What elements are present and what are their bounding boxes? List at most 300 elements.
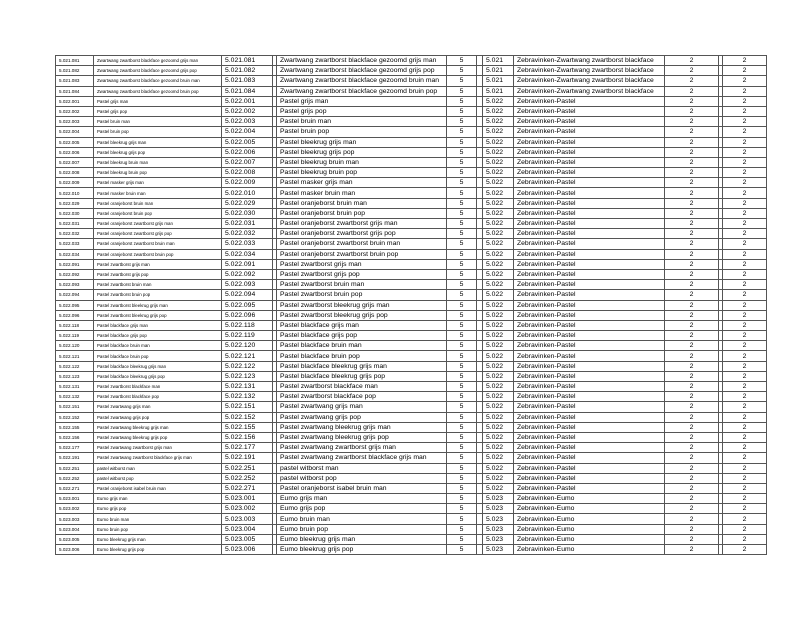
cell-description: Pastel oranjeborst zwartborst bruin man (277, 239, 447, 249)
cell-group-number: 5 (447, 392, 477, 402)
cell-value-b: 2 (723, 341, 767, 351)
cell-value-b: 2 (723, 127, 767, 137)
cell-code: 5.022.118 (56, 320, 94, 330)
cell-category-name: Zebravinken-Eumo (514, 504, 665, 514)
cell-description: Pastel bleekrug bruin pop (277, 168, 447, 178)
cell-short-description: Eumo grijs pop (94, 504, 222, 514)
cell-group-number: 5 (447, 422, 477, 432)
cell-value-b: 2 (723, 371, 767, 381)
table-row (56, 412, 767, 422)
cell-code-repeat: 5.022.003 (222, 117, 273, 127)
cell-value-a: 2 (665, 269, 719, 279)
cell-group-number: 5 (447, 473, 477, 483)
cell-group-number: 5 (447, 290, 477, 300)
table-row (56, 463, 767, 473)
cell-category-name: Zebravinken-Pastel (514, 483, 665, 493)
cell-code: 5.022.121 (56, 351, 94, 361)
cell-value-a: 2 (665, 127, 719, 137)
cell-category-name: Zebravinken-Zwartwang zwartborst blackface (514, 66, 665, 76)
cell-description: Pastel zwartwang grijs man (277, 402, 447, 412)
cell-category-name: Zebravinken-Pastel (514, 432, 665, 442)
cell-short-description: Zwartwang zwartborst blackface gezoomd bruin pop (94, 86, 222, 96)
cell-category-name: Zebravinken-Pastel (514, 473, 665, 483)
cell-short-description: Pastel blackface bleekrug grijs man (94, 361, 222, 371)
cell-category-code: 5.022 (483, 198, 514, 208)
cell-short-description: Pastel zwartwang zwartborst blackface grijs man (94, 453, 222, 463)
cell-code-repeat: 5.022.191 (222, 453, 273, 463)
cell-description: Zwartwang zwartborst blackface gezoomd grijs man (277, 56, 447, 66)
cell-code: 5.022.030 (56, 208, 94, 218)
cell-value-b: 2 (723, 361, 767, 371)
cell-group-number: 5 (447, 239, 477, 249)
cell-value-b: 2 (723, 320, 767, 330)
table-row (56, 198, 767, 208)
table-row (56, 422, 767, 432)
cell-category-name: Zebravinken-Eumo (514, 534, 665, 544)
cell-value-b: 2 (723, 157, 767, 167)
cell-short-description: Pastel zwartborst grijs pop (94, 269, 222, 279)
cell-category-name: Zebravinken-Pastel (514, 198, 665, 208)
cell-value-b: 2 (723, 137, 767, 147)
cell-group-number: 5 (447, 280, 477, 290)
cell-value-a: 2 (665, 422, 719, 432)
cell-category-code: 5.021 (483, 86, 514, 96)
table-row (56, 473, 767, 483)
cell-group-number: 5 (447, 178, 477, 188)
table-row (56, 524, 767, 534)
cell-code: 5.022.094 (56, 290, 94, 300)
cell-group-number: 5 (447, 310, 477, 320)
cell-category-name: Zebravinken-Pastel (514, 331, 665, 341)
cell-category-code: 5.022 (483, 188, 514, 198)
cell-description: Pastel zwartborst grijs man (277, 259, 447, 269)
cell-code: 5.022.120 (56, 341, 94, 351)
cell-code: 5.022.271 (56, 483, 94, 493)
cell-category-code: 5.022 (483, 341, 514, 351)
cell-value-a: 2 (665, 300, 719, 310)
table-row (56, 117, 767, 127)
cell-value-b: 2 (723, 300, 767, 310)
cell-code: 5.022.096 (56, 310, 94, 320)
cell-code-repeat: 5.022.094 (222, 290, 273, 300)
cell-group-number: 5 (447, 483, 477, 493)
cell-value-b: 2 (723, 106, 767, 116)
cell-code-repeat: 5.022.033 (222, 239, 273, 249)
cell-code-repeat: 5.023.002 (222, 504, 273, 514)
cell-value-a: 2 (665, 229, 719, 239)
cell-description: Pastel grijs man (277, 96, 447, 106)
table-row (56, 208, 767, 218)
cell-description: Pastel oranjeborst zwartborst bruin pop (277, 249, 447, 259)
cell-category-code: 5.022 (483, 290, 514, 300)
cell-short-description: Pastel zwartborst bleekrug grijs pop (94, 310, 222, 320)
cell-category-code: 5.022 (483, 412, 514, 422)
cell-description: Pastel zwartwang bleekrug grijs man (277, 422, 447, 432)
cell-value-b: 2 (723, 310, 767, 320)
cell-description: Pastel blackface bruin pop (277, 351, 447, 361)
cell-short-description: Pastel zwartwang bleekrug grijs man (94, 422, 222, 432)
cell-code: 5.022.002 (56, 106, 94, 116)
cell-description: Pastel blackface grijs man (277, 320, 447, 330)
table-row (56, 147, 767, 157)
table-row (56, 219, 767, 229)
cell-category-code: 5.022 (483, 382, 514, 392)
cell-code: 5.022.177 (56, 443, 94, 453)
cell-value-b: 2 (723, 534, 767, 544)
cell-group-number: 5 (447, 524, 477, 534)
table-row (56, 137, 767, 147)
cell-value-b: 2 (723, 504, 767, 514)
cell-category-code: 5.022 (483, 147, 514, 157)
cell-category-code: 5.022 (483, 117, 514, 127)
cell-code: 5.022.033 (56, 239, 94, 249)
cell-description: Eumo bruin pop (277, 524, 447, 534)
cell-group-number: 5 (447, 443, 477, 453)
cell-group-number: 5 (447, 300, 477, 310)
cell-code: 5.021.084 (56, 86, 94, 96)
cell-category-name: Zebravinken-Zwartwang zwartborst blackface (514, 76, 665, 86)
cell-value-a: 2 (665, 178, 719, 188)
cell-code-repeat: 5.022.122 (222, 361, 273, 371)
cell-short-description: Eumo bleekrug grijs man (94, 534, 222, 544)
cell-code-repeat: 5.022.032 (222, 229, 273, 239)
cell-category-name: Zebravinken-Pastel (514, 361, 665, 371)
cell-group-number: 5 (447, 341, 477, 351)
cell-short-description: Pastel zwartborst grijs man (94, 259, 222, 269)
cell-category-code: 5.022 (483, 157, 514, 167)
cell-group-number: 5 (447, 219, 477, 229)
cell-description: Pastel zwartborst bleekrug grijs man (277, 300, 447, 310)
table-row (56, 331, 767, 341)
cell-code: 5.022.252 (56, 473, 94, 483)
cell-category-code: 5.022 (483, 483, 514, 493)
cell-code-repeat: 5.022.155 (222, 422, 273, 432)
cell-value-a: 2 (665, 483, 719, 493)
cell-category-code: 5.022 (483, 106, 514, 116)
table-row (56, 300, 767, 310)
cell-category-code: 5.022 (483, 269, 514, 279)
cell-value-b: 2 (723, 178, 767, 188)
cell-value-a: 2 (665, 66, 719, 76)
cell-code: 5.022.007 (56, 157, 94, 167)
cell-category-name: Zebravinken-Zwartwang zwartborst blackface (514, 56, 665, 66)
cell-category-name: Zebravinken-Pastel (514, 137, 665, 147)
cell-code: 5.023.004 (56, 524, 94, 534)
cell-value-a: 2 (665, 168, 719, 178)
cell-value-a: 2 (665, 56, 719, 66)
cell-category-code: 5.022 (483, 320, 514, 330)
cell-code-repeat: 5.022.029 (222, 198, 273, 208)
cell-short-description: Pastel blackface grijs pop (94, 331, 222, 341)
table-row (56, 382, 767, 392)
cell-value-a: 2 (665, 371, 719, 381)
cell-description: Eumo bruin man (277, 514, 447, 524)
cell-description: Pastel bleekrug grijs man (277, 137, 447, 147)
cell-value-a: 2 (665, 392, 719, 402)
cell-category-name: Zebravinken-Pastel (514, 351, 665, 361)
cell-category-name: Zebravinken-Pastel (514, 157, 665, 167)
cell-short-description: Pastel blackface bleekrug grijs pop (94, 371, 222, 381)
cell-value-a: 2 (665, 106, 719, 116)
cell-category-name: Zebravinken-Pastel (514, 310, 665, 320)
cell-value-b: 2 (723, 219, 767, 229)
cell-short-description: Zwartwang zwartborst blackface gezoomd grijs pop (94, 66, 222, 76)
cell-code-repeat: 5.021.082 (222, 66, 273, 76)
cell-description: Pastel bleekrug grijs pop (277, 147, 447, 157)
cell-category-name: Zebravinken-Pastel (514, 463, 665, 473)
cell-category-name: Zebravinken-Pastel (514, 453, 665, 463)
cell-value-a: 2 (665, 188, 719, 198)
cell-category-code: 5.022 (483, 229, 514, 239)
cell-category-code: 5.023 (483, 545, 514, 555)
cell-category-name: Zebravinken-Pastel (514, 382, 665, 392)
cell-category-code: 5.022 (483, 178, 514, 188)
cell-category-code: 5.023 (483, 494, 514, 504)
cell-value-a: 2 (665, 331, 719, 341)
table-row (56, 320, 767, 330)
cell-short-description: Pastel grijs man (94, 96, 222, 106)
table-row (56, 157, 767, 167)
cell-value-b: 2 (723, 453, 767, 463)
cell-group-number: 5 (447, 494, 477, 504)
cell-category-name: Zebravinken-Pastel (514, 392, 665, 402)
cell-category-name: Zebravinken-Pastel (514, 208, 665, 218)
cell-value-b: 2 (723, 382, 767, 392)
cell-description: Pastel zwartwang zwartborst blackface grijs man (277, 453, 447, 463)
cell-description: Pastel zwartwang grijs pop (277, 412, 447, 422)
cell-code: 5.022.032 (56, 229, 94, 239)
cell-value-a: 2 (665, 259, 719, 269)
cell-category-code: 5.022 (483, 443, 514, 453)
cell-code: 5.022.123 (56, 371, 94, 381)
cell-code-repeat: 5.022.005 (222, 137, 273, 147)
cell-group-number: 5 (447, 351, 477, 361)
table-row (56, 494, 767, 504)
cell-code-repeat: 5.022.251 (222, 463, 273, 473)
cell-group-number: 5 (447, 198, 477, 208)
table-row (56, 483, 767, 493)
cell-code-repeat: 5.022.007 (222, 157, 273, 167)
cell-value-a: 2 (665, 545, 719, 555)
cell-group-number: 5 (447, 56, 477, 66)
cell-code-repeat: 5.022.004 (222, 127, 273, 137)
cell-group-number: 5 (447, 147, 477, 157)
cell-short-description: Pastel zwartwang bleekrug grijs pop (94, 432, 222, 442)
cell-value-b: 2 (723, 239, 767, 249)
cell-category-name: Zebravinken-Eumo (514, 524, 665, 534)
cell-code-repeat: 5.022.177 (222, 443, 273, 453)
cell-code: 5.022.131 (56, 382, 94, 392)
cell-value-b: 2 (723, 76, 767, 86)
cell-short-description: Pastel blackface bruin pop (94, 351, 222, 361)
cell-code: 5.021.081 (56, 56, 94, 66)
cell-value-a: 2 (665, 514, 719, 524)
cell-category-code: 5.022 (483, 351, 514, 361)
cell-code-repeat: 5.022.002 (222, 106, 273, 116)
cell-code-repeat: 5.023.006 (222, 545, 273, 555)
cell-category-code: 5.022 (483, 331, 514, 341)
cell-category-code: 5.021 (483, 66, 514, 76)
table-row (56, 269, 767, 279)
cell-description: Pastel blackface bleekrug grijs pop (277, 371, 447, 381)
cell-code: 5.022.122 (56, 361, 94, 371)
cell-short-description: Eumo bruin pop (94, 524, 222, 534)
table-row (56, 402, 767, 412)
cell-code: 5.022.003 (56, 117, 94, 127)
cell-value-a: 2 (665, 208, 719, 218)
cell-value-b: 2 (723, 443, 767, 453)
cell-code: 5.022.006 (56, 147, 94, 157)
cell-short-description: Zwartwang zwartborst blackface gezoomd grijs man (94, 56, 222, 66)
cell-code: 5.022.119 (56, 331, 94, 341)
cell-category-name: Zebravinken-Pastel (514, 239, 665, 249)
cell-category-code: 5.022 (483, 402, 514, 412)
table-row (56, 514, 767, 524)
cell-description: Pastel grijs pop (277, 106, 447, 116)
cell-group-number: 5 (447, 106, 477, 116)
cell-short-description: Eumo grijs man (94, 494, 222, 504)
cell-code: 5.022.156 (56, 432, 94, 442)
cell-category-code: 5.022 (483, 249, 514, 259)
cell-code-repeat: 5.022.096 (222, 310, 273, 320)
cell-category-code: 5.022 (483, 463, 514, 473)
cell-value-b: 2 (723, 249, 767, 259)
cell-value-b: 2 (723, 188, 767, 198)
cell-category-name: Zebravinken-Pastel (514, 127, 665, 137)
cell-category-code: 5.022 (483, 208, 514, 218)
cell-code-repeat: 5.022.132 (222, 392, 273, 402)
cell-group-number: 5 (447, 269, 477, 279)
table-row (56, 443, 767, 453)
cell-description: Pastel bleekrug bruin man (277, 157, 447, 167)
cell-short-description: Zwartwang zwartborst blackface gezoomd bruin man (94, 76, 222, 86)
cell-category-code: 5.021 (483, 76, 514, 86)
table-row (56, 96, 767, 106)
cell-value-a: 2 (665, 382, 719, 392)
cell-code-repeat: 5.022.093 (222, 280, 273, 290)
table-row (56, 66, 767, 76)
cell-description: Eumo bleekrug grijs man (277, 534, 447, 544)
cell-code-repeat: 5.022.010 (222, 188, 273, 198)
cell-short-description: Pastel zwartborst bleekrug grijs man (94, 300, 222, 310)
cell-group-number: 5 (447, 453, 477, 463)
cell-description: Pastel masker bruin man (277, 188, 447, 198)
cell-value-b: 2 (723, 259, 767, 269)
cell-group-number: 5 (447, 127, 477, 137)
cell-group-number: 5 (447, 137, 477, 147)
cell-short-description: Pastel bruin pop (94, 127, 222, 137)
cell-code-repeat: 5.021.084 (222, 86, 273, 96)
cell-description: Pastel zwartborst bruin man (277, 280, 447, 290)
cell-value-a: 2 (665, 351, 719, 361)
cell-code-repeat: 5.022.009 (222, 178, 273, 188)
cell-code: 5.023.002 (56, 504, 94, 514)
cell-value-a: 2 (665, 361, 719, 371)
cell-description: Pastel zwartborst grijs pop (277, 269, 447, 279)
cell-description: pastel witborst pop (277, 473, 447, 483)
cell-value-b: 2 (723, 198, 767, 208)
cell-category-name: Zebravinken-Pastel (514, 259, 665, 269)
cell-code-repeat: 5.022.252 (222, 473, 273, 483)
cell-value-a: 2 (665, 157, 719, 167)
cell-value-a: 2 (665, 534, 719, 544)
cell-code: 5.022.132 (56, 392, 94, 402)
cell-description: Pastel oranjeborst bruin man (277, 198, 447, 208)
cell-short-description: Pastel zwartborst bruin man (94, 280, 222, 290)
cell-description: Eumo grijs pop (277, 504, 447, 514)
cell-category-name: Zebravinken-Pastel (514, 422, 665, 432)
cell-group-number: 5 (447, 432, 477, 442)
cell-description: Pastel blackface bleekrug grijs man (277, 361, 447, 371)
cell-value-a: 2 (665, 320, 719, 330)
cell-code: 5.022.251 (56, 463, 94, 473)
cell-short-description: Pastel oranjeborst bruin pop (94, 208, 222, 218)
cell-code: 5.023.005 (56, 534, 94, 544)
cell-code-repeat: 5.022.031 (222, 219, 273, 229)
cell-code: 5.022.095 (56, 300, 94, 310)
cell-description: Eumo bleekrug grijs pop (277, 545, 447, 555)
table-row (56, 341, 767, 351)
cell-value-a: 2 (665, 443, 719, 453)
cell-code-repeat: 5.022.121 (222, 351, 273, 361)
cell-short-description: Pastel bleekrug grijs man (94, 137, 222, 147)
cell-group-number: 5 (447, 229, 477, 239)
cell-value-a: 2 (665, 524, 719, 534)
cell-value-b: 2 (723, 524, 767, 534)
cell-value-a: 2 (665, 341, 719, 351)
cell-short-description: Pastel grijs pop (94, 106, 222, 116)
cell-code-repeat: 5.022.120 (222, 341, 273, 351)
cell-short-description: pastel witborst man (94, 463, 222, 473)
cell-short-description: Pastel oranjeborst zwartborst bruin man (94, 239, 222, 249)
cell-short-description: Pastel oranjeborst bruin man (94, 198, 222, 208)
cell-category-name: Zebravinken-Pastel (514, 280, 665, 290)
cell-category-code: 5.022 (483, 127, 514, 137)
cell-description: Pastel zwartwang zwartborst grijs man (277, 443, 447, 453)
cell-value-b: 2 (723, 422, 767, 432)
cell-value-b: 2 (723, 280, 767, 290)
cell-code-repeat: 5.021.083 (222, 76, 273, 86)
cell-code: 5.022.152 (56, 412, 94, 422)
cell-category-name: Zebravinken-Pastel (514, 443, 665, 453)
cell-code-repeat: 5.021.081 (222, 56, 273, 66)
table-body (56, 56, 767, 555)
cell-short-description: Pastel bleekrug bruin pop (94, 168, 222, 178)
cell-category-name: Zebravinken-Pastel (514, 106, 665, 116)
cell-code-repeat: 5.022.091 (222, 259, 273, 269)
cell-description: Pastel zwartborst bruin pop (277, 290, 447, 300)
cell-value-b: 2 (723, 56, 767, 66)
cell-value-a: 2 (665, 432, 719, 442)
cell-value-a: 2 (665, 463, 719, 473)
cell-value-b: 2 (723, 432, 767, 442)
cell-code-repeat: 5.022.131 (222, 382, 273, 392)
cell-category-code: 5.023 (483, 514, 514, 524)
cell-category-name: Zebravinken-Pastel (514, 178, 665, 188)
cell-category-name: Zebravinken-Pastel (514, 320, 665, 330)
cell-value-a: 2 (665, 86, 719, 96)
cell-category-name: Zebravinken-Pastel (514, 188, 665, 198)
cell-category-code: 5.022 (483, 392, 514, 402)
cell-category-code: 5.022 (483, 310, 514, 320)
cell-category-code: 5.022 (483, 96, 514, 106)
cell-short-description: Pastel oranjeborst zwartborst bruin pop (94, 249, 222, 259)
cell-value-b: 2 (723, 412, 767, 422)
cell-code: 5.022.091 (56, 259, 94, 269)
cell-code: 5.023.006 (56, 545, 94, 555)
cell-category-name: Zebravinken-Pastel (514, 249, 665, 259)
cell-short-description: Pastel zwartborst blackface pop (94, 392, 222, 402)
